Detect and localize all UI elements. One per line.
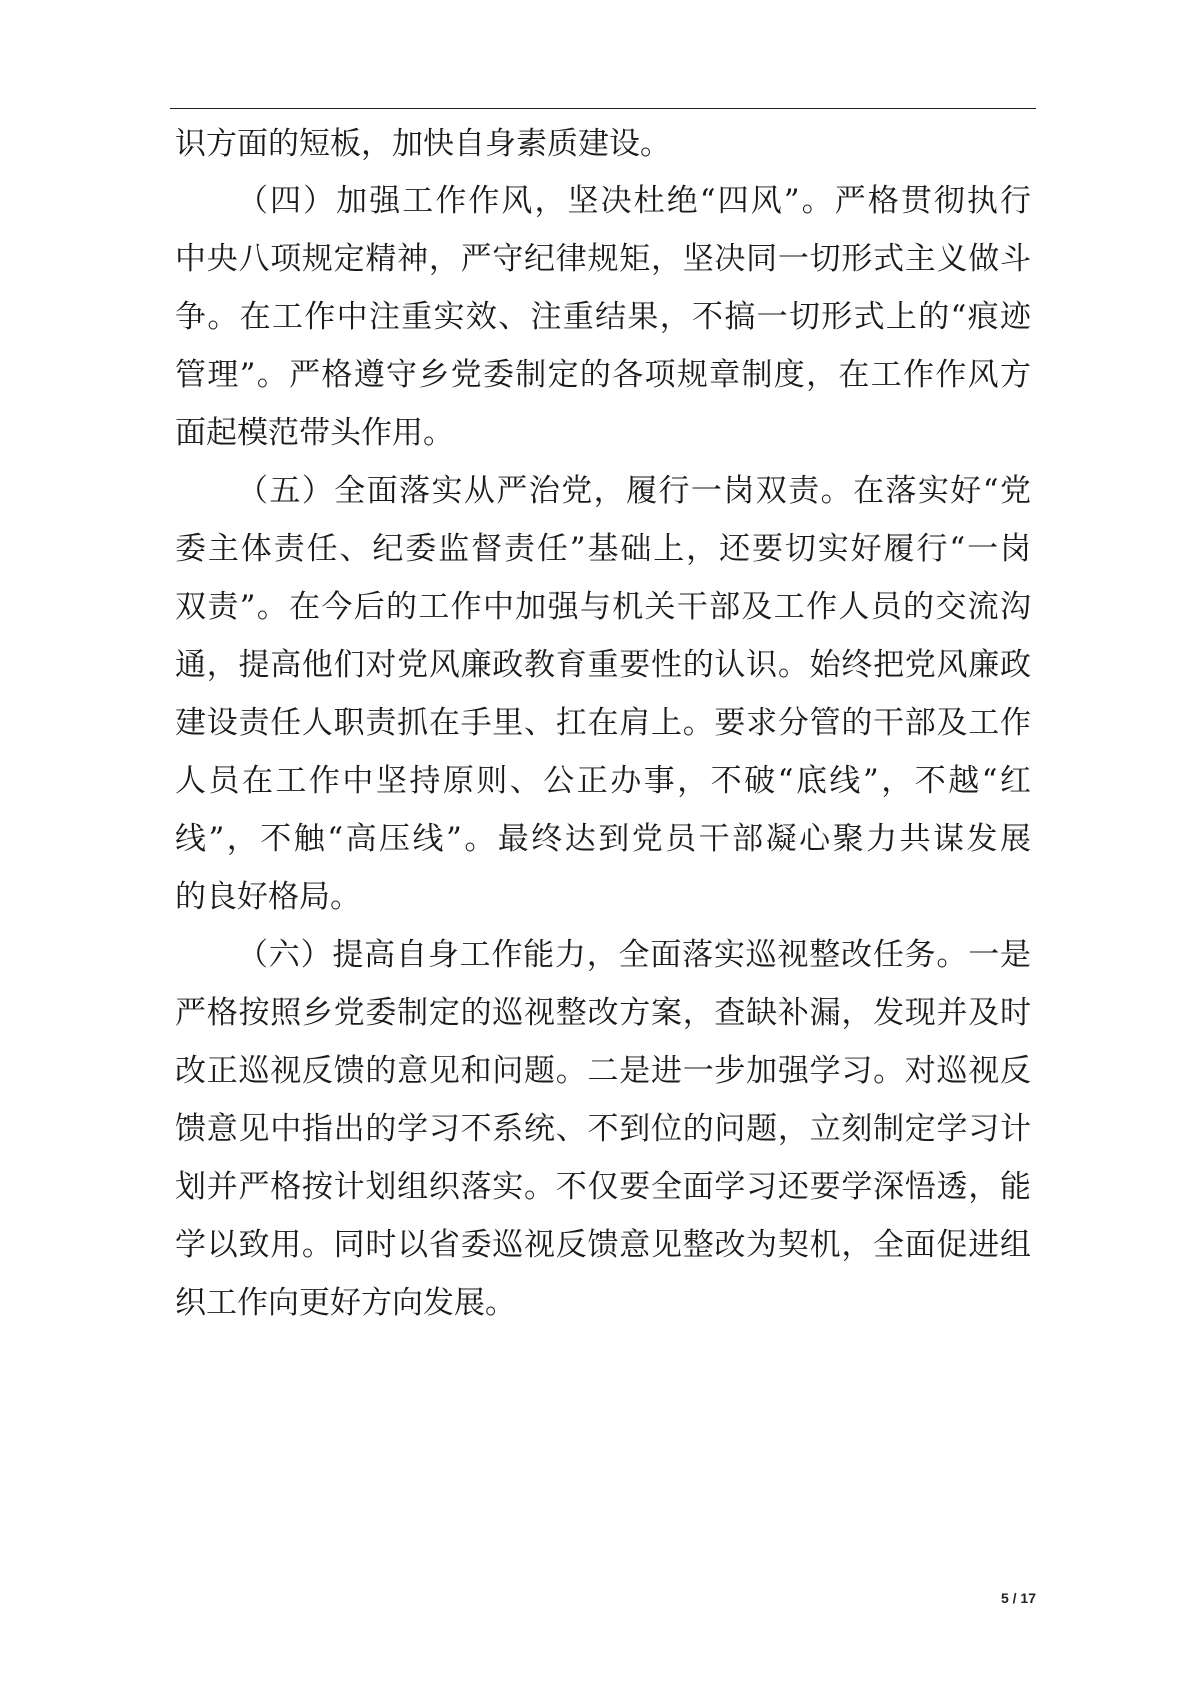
- text-line: 人员在工作中坚持原则、公正办事，不破“底线”，不越“红: [175, 763, 1031, 799]
- text-line: 争。在工作中注重实效、注重结果，不搞一切形式上的“痕迹: [175, 299, 1031, 335]
- text-line: 通，提高他们对党风廉政教育重要性的认识。始终把党风廉政: [175, 647, 1031, 683]
- text-line: 的良好格局。: [175, 879, 361, 915]
- text-line: 馈意见中指出的学习不系统、不到位的问题，立刻制定学习计: [175, 1111, 1031, 1147]
- text-line: 中央八项规定精神，严守纪律规矩，坚决同一切形式主义做斗: [175, 241, 1031, 277]
- text-line: 管理”。严格遵守乡党委制定的各项规章制度，在工作作风方: [175, 357, 1031, 393]
- text-line: 线”，不触“高压线”。最终达到党员干部凝心聚力共谋发展: [175, 821, 1031, 857]
- text-line: 识方面的短板，加快自身素质建设。: [175, 126, 671, 162]
- text-line: 建设责任人职责抓在手里、扛在肩上。要求分管的干部及工作: [175, 705, 1031, 741]
- text-line: 划并严格按计划组织落实。不仅要全面学习还要学深悟透，能: [175, 1169, 1031, 1205]
- text-line: （五）全面落实从严治党，履行一岗双责。在落实好“党: [237, 473, 1031, 509]
- text-line: 改正巡视反馈的意见和问题。二是进一步加强学习。对巡视反: [175, 1053, 1031, 1089]
- text-line: 委主体责任、纪委监督责任”基础上，还要切实好履行“一岗: [175, 531, 1031, 567]
- text-line: 织工作向更好方向发展。: [175, 1285, 516, 1321]
- text-line: （四）加强工作作风，坚决杜绝“四风”。严格贯彻执行: [237, 183, 1031, 219]
- text-line: 严格按照乡党委制定的巡视整改方案，查缺补漏，发现并及时: [175, 995, 1031, 1031]
- body-text: [175, 0, 1031, 1340]
- page-number: 5 / 17: [1000, 1590, 1036, 1606]
- text-line: 双责”。在今后的工作中加强与机关干部及工作人员的交流沟: [175, 589, 1031, 625]
- text-line: （六）提高自身工作能力，全面落实巡视整改任务。一是: [237, 937, 1031, 973]
- text-line: 学以致用。同时以省委巡视反馈意见整改为契机，全面促进组: [175, 1227, 1031, 1263]
- text-line: 面起模范带头作用。: [175, 415, 454, 451]
